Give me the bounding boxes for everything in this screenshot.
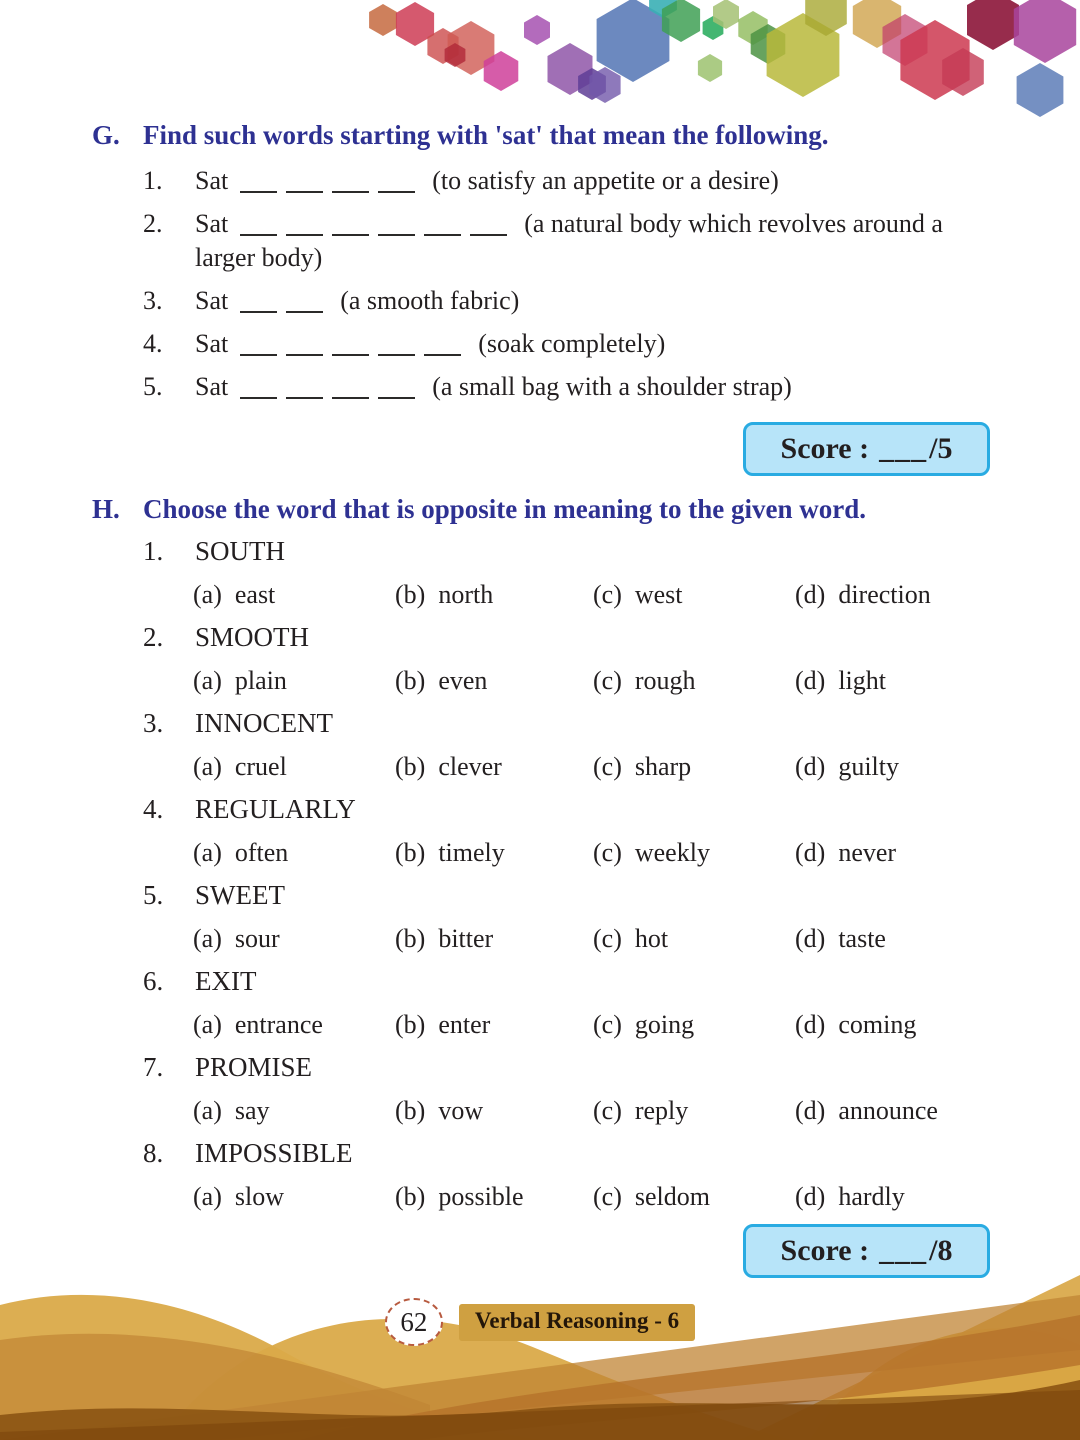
option [193, 751, 395, 782]
option-text: plain [234, 666, 287, 695]
opposite-word-item [92, 708, 990, 782]
option-text: hardly [838, 1182, 905, 1211]
option-text: entrance [234, 1010, 323, 1039]
answer-blank [240, 299, 277, 313]
option-letter: (d) [795, 1096, 826, 1125]
options-row [92, 923, 990, 954]
page-content [92, 118, 990, 1278]
section-h [92, 492, 990, 1278]
opposite-word-item [92, 1052, 990, 1126]
headword: EXIT [195, 966, 257, 996]
option [593, 751, 795, 782]
item-number: 5. [143, 880, 164, 910]
option-letter: (b) [395, 1010, 426, 1039]
option-text: say [234, 1096, 270, 1125]
option [395, 1009, 593, 1040]
page-number-badge [385, 1298, 443, 1346]
headword-row [92, 708, 990, 739]
option [193, 837, 395, 868]
item-number: 1. [143, 536, 164, 566]
options-row [92, 1095, 990, 1126]
option [795, 751, 990, 782]
item-number: 3. [143, 286, 163, 315]
option-letter: (c) [593, 924, 622, 953]
options-row [92, 1009, 990, 1040]
headword: SMOOTH [195, 622, 310, 652]
opposite-word-item [92, 622, 990, 696]
option-letter: (b) [395, 580, 426, 609]
score-label: Score : [780, 1234, 870, 1267]
option [795, 665, 990, 696]
option-letter: (c) [593, 1010, 622, 1039]
option-letter: (a) [193, 1182, 222, 1211]
option [395, 751, 593, 782]
option [795, 579, 990, 610]
opposite-word-item [92, 794, 990, 868]
option [593, 1009, 795, 1040]
answer-blank [286, 385, 323, 399]
word-prefix: Sat [195, 372, 229, 401]
option-letter: (c) [593, 838, 622, 867]
section-letter: G. [92, 120, 120, 150]
option [593, 665, 795, 696]
option-text: slow [234, 1182, 284, 1211]
option [193, 1181, 395, 1212]
option-text: sharp [634, 752, 692, 781]
section-title: Choose the word that is opposite in meaning to the given word. [143, 494, 867, 524]
definition-hint: (a small bag with a shoulder strap) [432, 372, 792, 401]
option-letter: (b) [395, 1182, 426, 1211]
option [395, 1181, 593, 1212]
item-number: 1. [143, 166, 163, 195]
hexagon [967, 0, 1019, 50]
score-total: /5 [929, 432, 953, 465]
option-letter: (b) [395, 1096, 426, 1125]
option [395, 923, 593, 954]
headword-row [92, 880, 990, 911]
option [593, 1181, 795, 1212]
word-prefix: Sat [195, 166, 229, 195]
option-text: timely [438, 838, 505, 867]
option-letter: (b) [395, 666, 426, 695]
option-letter: (d) [795, 1182, 826, 1211]
option-letter: (a) [193, 580, 222, 609]
item-number: 6. [143, 966, 164, 996]
word-prefix: Sat [195, 329, 229, 358]
options-row [92, 665, 990, 696]
answer-blank [286, 222, 323, 236]
item-number: 5. [143, 372, 163, 401]
option-text: reply [634, 1096, 689, 1125]
option-text: rough [634, 666, 696, 695]
answer-blank [240, 179, 277, 193]
option-text: taste [838, 924, 886, 953]
headword-row [92, 1138, 990, 1169]
option [395, 837, 593, 868]
answer-blank [470, 222, 507, 236]
headword-row [92, 536, 990, 567]
option [193, 1009, 395, 1040]
page-footer [0, 1298, 1080, 1346]
section-g-heading [92, 118, 990, 152]
item-number: 8. [143, 1138, 164, 1168]
opposite-word-item [92, 536, 990, 610]
option-text: going [634, 1010, 695, 1039]
option-letter: (c) [593, 666, 622, 695]
option-text: weekly [634, 838, 710, 867]
item-number: 4. [143, 794, 164, 824]
option-text: seldom [634, 1182, 710, 1211]
option-text: east [234, 580, 276, 609]
answer-blank [332, 385, 369, 399]
section-h-heading [92, 492, 990, 526]
item-number: 7. [143, 1052, 164, 1082]
hexagon [1014, 0, 1076, 63]
option-letter: (d) [795, 838, 826, 867]
option [795, 1009, 990, 1040]
opposite-word-item [92, 1138, 990, 1212]
book-title-badge [459, 1304, 695, 1341]
option-letter: (a) [193, 924, 222, 953]
answer-blank [240, 222, 277, 236]
answer-blank [286, 179, 323, 193]
definition-hint: (to satisfy an appetite or a desire) [432, 166, 779, 195]
option-text: announce [838, 1096, 938, 1125]
option-text: clever [438, 752, 502, 781]
headword: SOUTH [195, 536, 286, 566]
options-row [92, 837, 990, 868]
page-number: 62 [400, 1306, 428, 1337]
option [395, 665, 593, 696]
option [795, 837, 990, 868]
headword: REGULARLY [195, 794, 356, 824]
option-letter: (a) [193, 666, 222, 695]
item-number: 2. [143, 622, 164, 652]
option-text: enter [438, 1010, 491, 1039]
option-letter: (c) [593, 752, 622, 781]
book-title: Verbal Reasoning - 6 [474, 1307, 680, 1333]
score-blank: ___ [879, 1234, 928, 1267]
option [795, 923, 990, 954]
headword: IMPOSSIBLE [195, 1138, 353, 1168]
answer-blank [332, 179, 369, 193]
item-number: 2. [143, 209, 163, 238]
option-letter: (b) [395, 838, 426, 867]
option-letter: (b) [395, 924, 426, 953]
option-text: sour [234, 924, 280, 953]
answer-blank [332, 342, 369, 356]
option [795, 1181, 990, 1212]
answer-blank [378, 385, 415, 399]
hexagon [524, 15, 550, 45]
section-g [92, 118, 990, 476]
option-text: west [634, 580, 683, 609]
opposite-word-list [92, 536, 990, 1212]
hexagon [698, 54, 722, 82]
option [593, 1095, 795, 1126]
headword-row [92, 622, 990, 653]
option-letter: (b) [395, 752, 426, 781]
option [193, 579, 395, 610]
hexagon [1017, 63, 1064, 117]
answer-blank [240, 385, 277, 399]
section-letter: H. [92, 494, 120, 524]
answer-blank [240, 342, 277, 356]
option-text: north [438, 580, 494, 609]
option [193, 1095, 395, 1126]
headword-row [92, 794, 990, 825]
option-letter: (a) [193, 1096, 222, 1125]
option-text: light [838, 666, 886, 695]
word-prefix: Sat [195, 286, 229, 315]
item-number: 3. [143, 708, 164, 738]
answer-blank [424, 342, 461, 356]
option-letter: (d) [795, 666, 826, 695]
option [193, 923, 395, 954]
answer-blank [286, 299, 323, 313]
option [593, 837, 795, 868]
headword-row [92, 1052, 990, 1083]
fill-blank-item [92, 327, 990, 361]
option-text: bitter [438, 924, 494, 953]
option-letter: (c) [593, 1182, 622, 1211]
answer-blank [378, 342, 415, 356]
score-blank: ___ [879, 432, 928, 465]
section-title: Find such words starting with 'sat' that mean the following. [143, 120, 829, 150]
headword: INNOCENT [195, 708, 333, 738]
word-prefix: Sat [195, 209, 229, 238]
option-text: cruel [234, 752, 287, 781]
option [395, 1095, 593, 1126]
option-text: possible [438, 1182, 524, 1211]
headword-row [92, 966, 990, 997]
headword: SWEET [195, 880, 285, 910]
definition-hint: (a natural body which revolves around a larger body) [195, 209, 943, 272]
option-text: guilty [838, 752, 899, 781]
option-letter: (c) [593, 580, 622, 609]
option-letter: (a) [193, 1010, 222, 1039]
fill-blank-item [92, 164, 990, 198]
options-row [92, 751, 990, 782]
answer-blank [286, 342, 323, 356]
option [593, 579, 795, 610]
hexagon [369, 4, 397, 36]
option-text: coming [838, 1010, 917, 1039]
option-letter: (d) [795, 580, 826, 609]
fill-blank-list [92, 164, 990, 404]
score-box-g [743, 422, 990, 476]
option [795, 1095, 990, 1126]
fill-blank-item [92, 370, 990, 404]
headword: PROMISE [195, 1052, 313, 1082]
answer-blank [424, 222, 461, 236]
option-text: hot [634, 924, 669, 953]
option-text: often [234, 838, 289, 867]
option-letter: (a) [193, 752, 222, 781]
option [593, 923, 795, 954]
option-letter: (a) [193, 838, 222, 867]
definition-hint: (soak completely) [478, 329, 666, 358]
opposite-word-item [92, 880, 990, 954]
fill-blank-item [92, 207, 990, 275]
option-letter: (d) [795, 1010, 826, 1039]
option [395, 579, 593, 610]
option-letter: (d) [795, 752, 826, 781]
option-text: never [838, 838, 897, 867]
options-row [92, 579, 990, 610]
item-number: 4. [143, 329, 163, 358]
answer-blank [378, 222, 415, 236]
answer-blank [332, 222, 369, 236]
option-text: direction [838, 580, 931, 609]
score-label: Score : [780, 432, 870, 465]
definition-hint: (a smooth fabric) [340, 286, 520, 315]
option [193, 665, 395, 696]
opposite-word-item [92, 966, 990, 1040]
option-text: vow [438, 1096, 484, 1125]
option-text: even [438, 666, 488, 695]
option-letter: (d) [795, 924, 826, 953]
option-letter: (c) [593, 1096, 622, 1125]
answer-blank [378, 179, 415, 193]
fill-blank-item [92, 284, 990, 318]
score-total: /8 [929, 1234, 953, 1267]
options-row [92, 1181, 990, 1212]
